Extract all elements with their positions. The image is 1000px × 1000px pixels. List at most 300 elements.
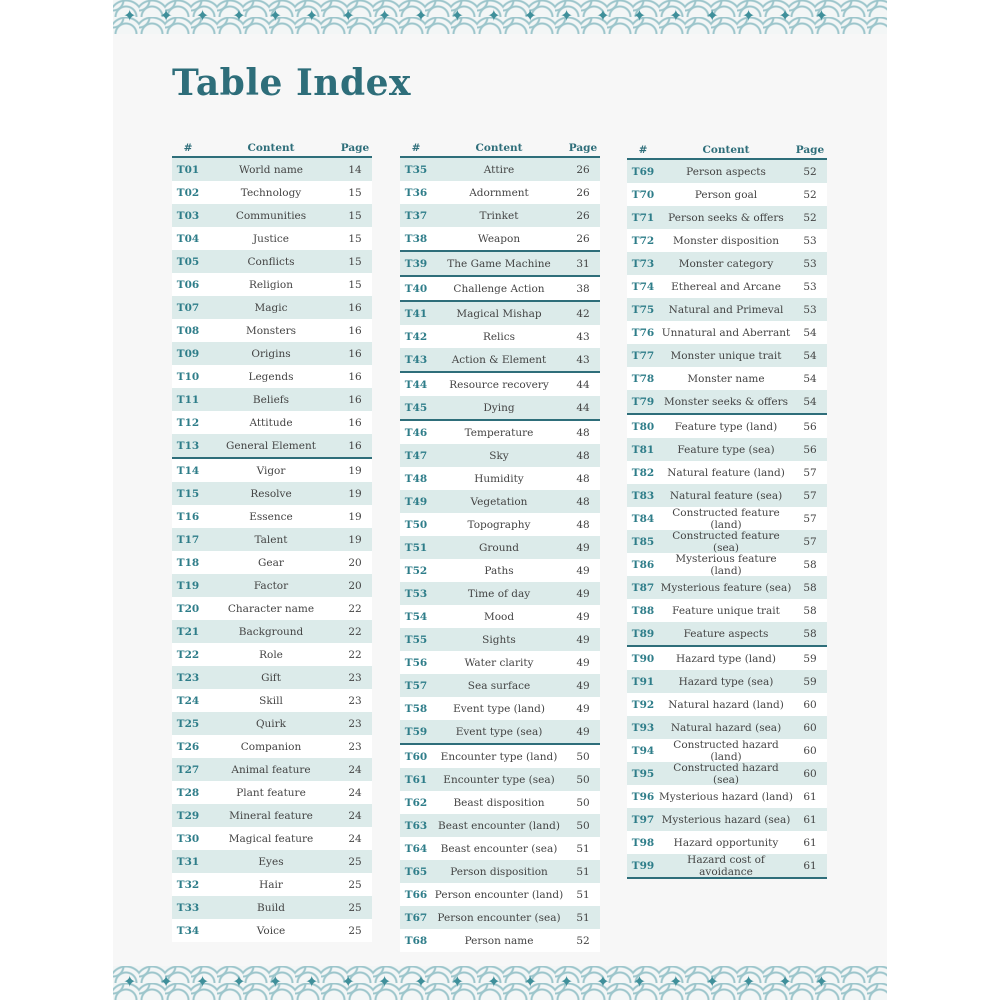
table-code: T19 [176,579,200,592]
table-row [627,854,827,877]
header-number: # [638,144,648,156]
star-pattern-icon: ✦✦✦✦✦✦✦✦✦✦✦✦✦✦✦✦✦✦✦✦ [123,6,852,25]
table-row [400,275,600,300]
table-page: 58 [803,581,817,594]
index-column-3 [627,142,827,879]
table-name: Magic [254,301,288,314]
table-code: T49 [404,495,428,508]
table-code: T12 [176,416,200,429]
table-page: 59 [803,652,817,665]
table-name: Constructed hazard (sea) [673,761,779,786]
table-code: T41 [404,307,428,320]
table-page: 15 [348,209,362,222]
table-code: T64 [404,842,428,855]
table-code: T38 [404,232,428,245]
table-name: Water clarity [464,656,534,669]
table-name: Adornment [469,186,529,199]
table-name: Mysterious feature (land) [675,552,777,577]
table-page: 22 [348,625,362,638]
table-code: T82 [631,466,655,479]
table-name: Legends [248,370,294,383]
table-page: 52 [576,934,590,947]
table-name: Religion [249,278,293,291]
table-page: 58 [803,627,817,640]
table-name: Attire [483,163,515,176]
table-page: 51 [576,842,590,855]
table-row [172,896,372,919]
table-code: T56 [404,656,428,669]
table-row [627,716,827,739]
table-page: 50 [576,819,590,832]
table-code: T79 [631,395,655,408]
table-page: 24 [348,786,362,799]
index-column-2 [400,140,600,952]
table-code: T27 [176,763,200,776]
table-code: T95 [631,767,655,780]
table-name: Natural hazard (land) [668,698,784,711]
table-page: 57 [803,466,817,479]
table-page: 61 [803,859,817,872]
table-page: 16 [348,301,362,314]
table-page: 48 [576,449,590,462]
table-code: T74 [631,280,655,293]
table-code: T50 [404,518,428,531]
table-page: 26 [576,186,590,199]
table-page: 57 [803,535,817,548]
table-code: T93 [631,721,655,734]
table-page: 53 [803,257,817,270]
table-page: 49 [576,610,590,623]
table-row [172,643,372,666]
table-page: 53 [803,234,817,247]
table-name: Weapon [477,232,521,245]
table-page: 48 [576,495,590,508]
table-name: Hair [259,878,283,891]
table-name: Voice [256,924,286,937]
table-code: T59 [404,725,428,738]
table-name: Mood [483,610,515,623]
table-name: General Element [226,439,316,452]
table-row [400,419,600,444]
table-row [172,365,372,388]
table-page: 15 [348,255,362,268]
table-code: T07 [176,301,200,314]
table-page: 52 [803,188,817,201]
table-page: 25 [348,901,362,914]
table-code: T21 [176,625,200,638]
table-name: Person encounter (land) [434,888,564,901]
table-name: Feature type (sea) [677,443,775,456]
table-name: Paths [484,564,514,577]
table-code: T32 [176,878,200,891]
bottom-pattern-border [113,966,887,1000]
table-name: Monsters [245,324,297,337]
table-row [627,831,827,854]
table-page: 23 [348,694,362,707]
table-page: 53 [803,280,817,293]
table-name: Skill [259,694,283,707]
table-row [400,158,600,181]
table-code: T11 [176,393,200,406]
table-row [627,530,827,553]
table-name: Hazard cost of avoidance [687,853,765,878]
table-name: Dying [483,401,515,414]
table-row [400,883,600,906]
table-row [400,605,600,628]
table-page: 51 [576,911,590,924]
table-code: T73 [631,257,655,270]
table-page: 26 [576,209,590,222]
table-code: T90 [631,652,655,665]
table-name: Magical feature [228,832,314,845]
table-page: 23 [348,740,362,753]
table-row [172,758,372,781]
table-code: T36 [404,186,428,199]
table-row [172,827,372,850]
table-row [400,906,600,929]
table-page: 54 [803,326,817,339]
table-name: Person goal [694,188,758,201]
table-code: T92 [631,698,655,711]
header-page: Page [568,142,598,154]
table-row [400,371,600,396]
table-page: 56 [803,420,817,433]
table-row [172,457,372,482]
table-code: T87 [631,581,655,594]
table-page: 19 [348,487,362,500]
table-row [627,413,827,438]
table-name: Resolve [250,487,292,500]
table-page: 60 [803,698,817,711]
table-code: T15 [176,487,200,500]
table-name: Topography [467,518,531,531]
table-code: T10 [176,370,200,383]
column-header [400,140,600,156]
table-code: T43 [404,353,428,366]
table-name: World name [238,163,304,176]
table-row [627,622,827,645]
table-page: 20 [348,556,362,569]
table-page: 49 [576,702,590,715]
table-row [627,670,827,693]
table-page: 54 [803,372,817,385]
table-row [400,929,600,952]
table-name: Humidity [474,472,524,485]
table-page: 48 [576,518,590,531]
table-code: T53 [404,587,428,600]
table-page: 57 [803,512,817,525]
table-name: Constructed feature (land) [672,506,780,531]
table-page: 26 [576,163,590,176]
table-row [627,808,827,831]
table-row [172,273,372,296]
table-page: 16 [348,347,362,360]
table-page: 19 [348,510,362,523]
table-page: 22 [348,602,362,615]
table-name: Feature unique trait [672,604,780,617]
header-content: Content [247,142,295,154]
table-row [627,693,827,716]
table-page: 57 [803,489,817,502]
table-code: T06 [176,278,200,291]
table-page: 49 [576,587,590,600]
table-page: 25 [348,855,362,868]
table-code: T25 [176,717,200,730]
table-row [400,674,600,697]
table-code: T34 [176,924,200,937]
table-code: T85 [631,535,655,548]
table-row [627,461,827,484]
table-row [400,348,600,371]
table-row [400,444,600,467]
table-code: T37 [404,209,428,222]
table-name: Vigor [256,464,286,477]
table-code: T60 [404,750,428,763]
table-name: Monster category [678,257,774,270]
table-name: Mysterious feature (sea) [660,581,792,594]
table-name: Talent [254,533,288,546]
table-page: 15 [348,278,362,291]
table-row [400,651,600,674]
table-page: 43 [576,330,590,343]
table-row [400,743,600,768]
table-code: T65 [404,865,428,878]
table-code: T66 [404,888,428,901]
table-name: Natural hazard (sea) [670,721,782,734]
column-header [627,142,827,158]
table-code: T70 [631,188,655,201]
table-code: T14 [176,464,200,477]
table-name: Build [257,901,285,914]
table-name: Beast encounter (land) [438,819,560,832]
table-code: T44 [404,378,428,391]
table-row [172,804,372,827]
table-code: T86 [631,558,655,571]
table-name: Person encounter (sea) [437,911,561,924]
table-code: T04 [176,232,200,245]
header-page: Page [340,142,370,154]
table-page: 60 [803,721,817,734]
table-row [172,342,372,365]
table-code: T29 [176,809,200,822]
table-row [400,536,600,559]
table-row [627,762,827,785]
table-name: Character name [227,602,315,615]
table-code: T02 [176,186,200,199]
table-code: T76 [631,326,655,339]
table-code: T48 [404,472,428,485]
table-name: Quirk [255,717,287,730]
table-page: 56 [803,443,817,456]
header-content: Content [475,142,523,154]
table-code: T47 [404,449,428,462]
table-name: Monster disposition [673,234,779,247]
table-code: T55 [404,633,428,646]
table-row [627,367,827,390]
table-code: T83 [631,489,655,502]
table-page: 26 [576,232,590,245]
table-name: Sea surface [467,679,531,692]
table-code: T40 [404,282,428,295]
table-row [627,507,827,530]
table-code: T52 [404,564,428,577]
table-code: T78 [631,372,655,385]
table-name: Background [238,625,304,638]
table-code: T61 [404,773,428,786]
table-name: Hazard type (land) [675,652,776,665]
table-name: Encounter type (land) [440,750,558,763]
table-page: 25 [348,924,362,937]
table-code: T75 [631,303,655,316]
table-name: Natural and Primeval [668,303,784,316]
table-row [627,252,827,275]
table-name: Beast disposition [453,796,545,809]
table-page: 59 [803,675,817,688]
table-page: 51 [576,865,590,878]
table-row [172,411,372,434]
table-row [627,576,827,599]
table-row [627,739,827,762]
table-row [172,227,372,250]
table-row [172,388,372,411]
table-page: 53 [803,303,817,316]
table-code: T05 [176,255,200,268]
table-name: Event type (sea) [455,725,543,738]
table-name: Person aspects [686,165,766,178]
table-page: 48 [576,426,590,439]
table-name: Gear [258,556,284,569]
table-page: 51 [576,888,590,901]
table-page: 49 [576,725,590,738]
page-title: Table Index [172,62,412,104]
table-row [400,490,600,513]
table-page: 54 [803,395,817,408]
table-row [400,791,600,814]
table-name: Justice [252,232,290,245]
table-row [627,785,827,808]
table-name: Animal feature [231,763,311,776]
table-code: T77 [631,349,655,362]
table-page: 14 [348,163,362,176]
table-row [172,296,372,319]
table-name: Monster name [687,372,765,385]
table-row [172,712,372,735]
table-name: Origins [251,347,291,360]
table-name: Essence [249,510,293,523]
table-page: 16 [348,324,362,337]
table-name: Beast encounter (sea) [440,842,558,855]
table-row [400,720,600,743]
table-code: T42 [404,330,428,343]
table-row [627,438,827,461]
index-rows [627,158,827,879]
table-name: Gift [261,671,281,684]
table-name: Temperature [464,426,534,439]
table-name: Natural feature (sea) [669,489,783,502]
table-code: T96 [631,790,655,803]
table-code: T68 [404,934,428,947]
table-name: Role [259,648,283,661]
table-name: Attitude [249,416,293,429]
header-content: Content [702,144,750,156]
table-page: 38 [576,282,590,295]
table-row [627,160,827,183]
star-pattern-icon: ✦✦✦✦✦✦✦✦✦✦✦✦✦✦✦✦✦✦✦✦ [123,972,852,991]
table-page: 52 [803,211,817,224]
table-row [627,229,827,252]
table-page: 16 [348,370,362,383]
table-row [172,873,372,896]
table-name: Challenge Action [453,282,545,295]
table-page: 60 [803,767,817,780]
table-row [627,275,827,298]
table-code: T57 [404,679,428,692]
table-code: T18 [176,556,200,569]
table-row [172,574,372,597]
table-name: Hazard opportunity [673,836,779,849]
table-code: T97 [631,813,655,826]
table-page: 16 [348,393,362,406]
table-page: 23 [348,717,362,730]
table-name: Plant feature [236,786,306,799]
table-page: 19 [348,533,362,546]
table-page: 50 [576,773,590,786]
table-row [172,850,372,873]
table-row [400,227,600,250]
table-page: 49 [576,633,590,646]
table-row [400,860,600,883]
table-name: Mysterious hazard (sea) [661,813,791,826]
table-row [400,250,600,275]
table-row [400,628,600,651]
table-name: Conflicts [247,255,295,268]
table-code: T28 [176,786,200,799]
table-row [627,484,827,507]
header-number: # [183,142,193,154]
table-row [400,396,600,419]
table-code: T17 [176,533,200,546]
table-page: 24 [348,832,362,845]
table-row [172,919,372,942]
table-row [172,250,372,273]
table-name: Technology [240,186,302,199]
table-row [400,814,600,837]
table-row [400,204,600,227]
table-code: T58 [404,702,428,715]
table-row [172,482,372,505]
table-code: T54 [404,610,428,623]
table-code: T01 [176,163,200,176]
table-page: 58 [803,604,817,617]
table-code: T71 [631,211,655,224]
index-column-1 [172,140,372,942]
table-page: 25 [348,878,362,891]
index-rows [400,156,600,952]
table-name: Monster seeks & offers [663,395,788,408]
table-code: T89 [631,627,655,640]
table-name: Trinket [479,209,519,222]
index-rows [172,156,372,942]
table-code: T31 [176,855,200,868]
table-name: Event type (land) [453,702,545,715]
table-row [400,559,600,582]
table-code: T62 [404,796,428,809]
table-code: T94 [631,744,655,757]
table-row [172,434,372,457]
table-page: 15 [348,186,362,199]
table-code: T09 [176,347,200,360]
table-row [627,553,827,576]
